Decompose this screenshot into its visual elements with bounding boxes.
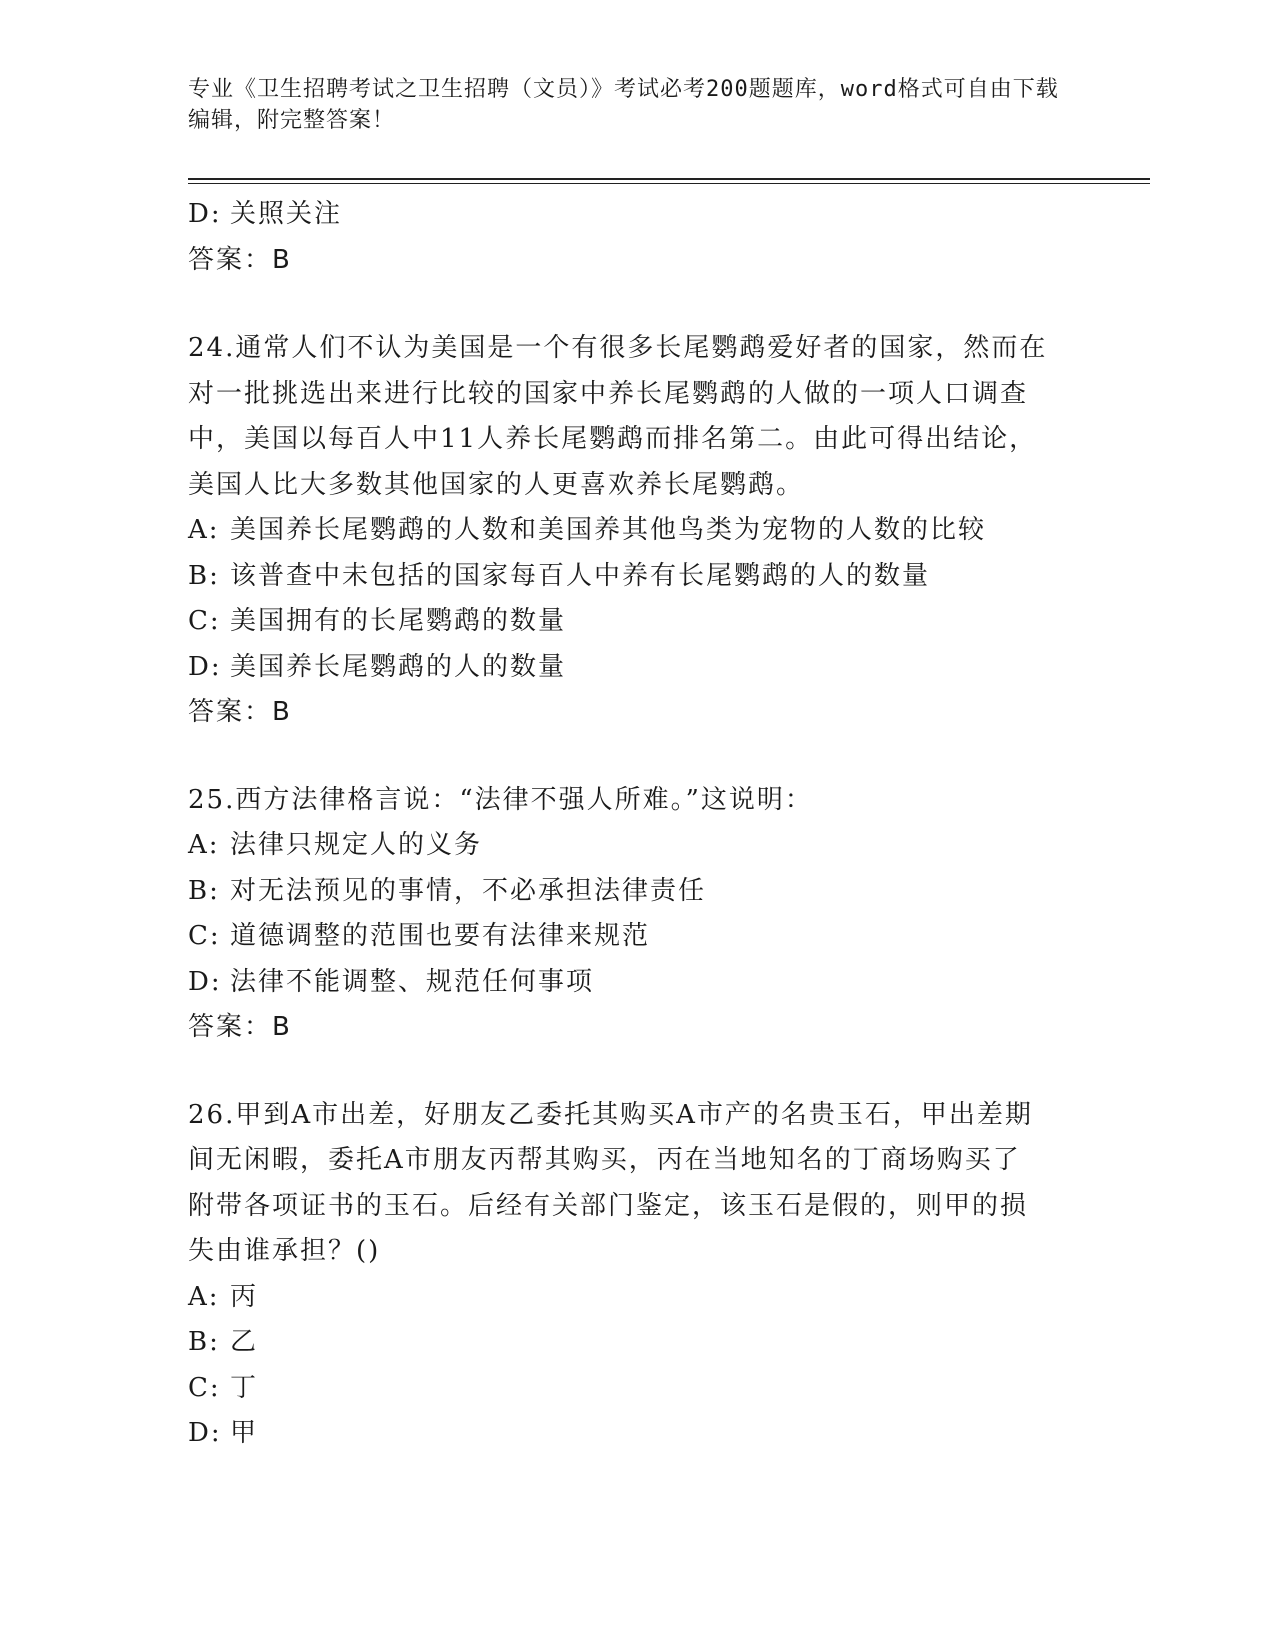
option-text: 关照关注: [230, 199, 343, 229]
option-text: 法律不能调整、规范任何事项: [230, 966, 595, 997]
option-d: [188, 960, 1068, 1006]
page-header: 专业《卫生招聘考试之卫生招聘（文员）》考试必考200题题库，word格式可自由下载编辑，附完整答案！: [188, 77, 1059, 133]
option-d: [188, 192, 1068, 238]
question-stem: 25.西方法律格言说：“法律不强人所难。”这说明：: [188, 784, 813, 815]
option-letter: A:: [188, 515, 220, 545]
question-stem: 26.甲到A市出差，好朋友乙委托其购买A市产的名贵玉石，甲出差期 间无闲暇，委托A市朋友丙帮其购买，丙在当地知名的丁商场购买了 附带各项证书的玉石。后经有关部门鉴定，该玉石是假的，则甲的损 失由谁承担？(): [188, 1099, 1033, 1266]
option-letter: D:: [188, 651, 222, 682]
option-b: [188, 1320, 1068, 1366]
option-text: 对无法预见的事情，不必承担法律责任: [230, 875, 707, 906]
option-letter: C:: [188, 921, 221, 951]
previous-question-tail: [188, 192, 1068, 283]
option-d: [188, 1411, 1068, 1457]
header-rule-thick: [188, 178, 1150, 180]
option-letter: D:: [188, 1418, 222, 1448]
option-d: [188, 645, 1068, 691]
option-letter: D:: [188, 199, 222, 229]
option-a: [188, 1275, 1068, 1321]
option-a: [188, 508, 1068, 554]
option-letter: A:: [188, 1281, 220, 1312]
option-text: 乙: [230, 1327, 259, 1357]
option-c: [188, 1366, 1068, 1412]
option-text: 丙: [230, 1281, 259, 1312]
question-stem: 24.通常人们不认为美国是一个有很多长尾鹦鹉爱好者的国家，然而在 对一批挑选出来进行比较的国家中养长尾鹦鹉的人做的一项人口调查 中，美国以每百人中11人养长尾鹦鹉而排名第二。由此可得出结论， 美国人比大多数其他国家的人更喜欢养长尾鹦鹉。: [188, 333, 1048, 500]
option-text: 美国拥有的长尾鹦鹉的数量: [230, 606, 567, 636]
question-24: [188, 326, 1068, 736]
option-letter: A:: [188, 830, 220, 860]
option-b: [188, 554, 1068, 600]
option-c: [188, 914, 1068, 960]
option-text: 该普查中未包括的国家每百人中养有长尾鹦鹉的人的数量: [230, 560, 931, 591]
option-text: 美国养长尾鹦鹉的人数和美国养其他鸟类为宠物的人数的比较: [230, 515, 987, 545]
option-letter: B:: [188, 875, 220, 906]
option-letter: B:: [188, 1327, 220, 1357]
option-text: 道德调整的范围也要有法律来规范: [230, 921, 651, 951]
question-26: [188, 1093, 1068, 1457]
answer-line: 答案：B: [188, 1012, 292, 1042]
answer-line: 答案：B: [188, 244, 292, 275]
option-text: 法律只规定人的义务: [230, 830, 483, 860]
question-25: [188, 778, 1068, 1051]
option-a: [188, 823, 1068, 869]
answer-line: 答案：B: [188, 697, 292, 727]
content: [188, 192, 1068, 1457]
option-letter: C:: [188, 606, 221, 636]
option-letter: B:: [188, 560, 220, 591]
option-c: [188, 599, 1068, 645]
option-letter: D:: [188, 966, 222, 997]
option-text: 丁: [230, 1372, 259, 1403]
option-b: [188, 869, 1068, 915]
option-text: 美国养长尾鹦鹉的人的数量: [230, 651, 567, 682]
header-rule-thin: [188, 183, 1150, 184]
option-text: 甲: [230, 1418, 259, 1448]
option-letter: C:: [188, 1372, 221, 1403]
